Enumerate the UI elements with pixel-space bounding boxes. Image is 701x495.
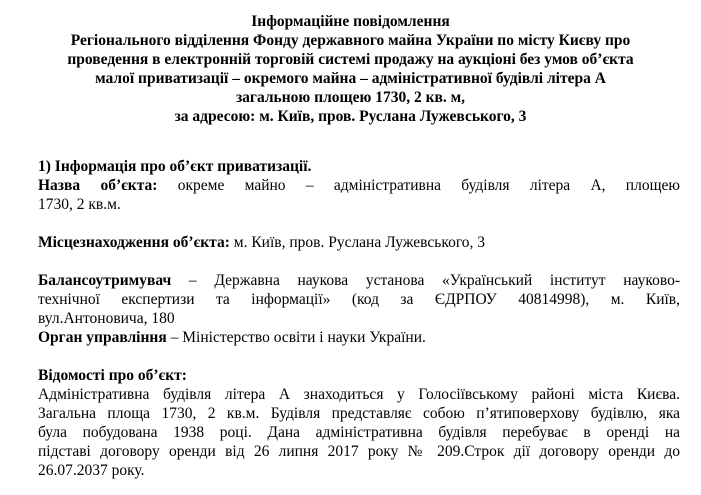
info-text-line: Загальна площа 1730, 2 кв.м. Будівля представляє собою п’ятиповерхову будівлю, яка: [38, 405, 680, 422]
management-label: Орган управління: [38, 329, 167, 346]
object-name-label: Назва об’єкта:: [38, 177, 158, 194]
info-text-line: 26.07.2037 року.: [38, 462, 145, 479]
management-value: – Міністерство освіти і науки України.: [170, 329, 426, 346]
holder-address: вул.Антоновича, 180: [38, 310, 175, 327]
document-body: [38, 157, 680, 480]
object-name-value: окреме майно – адміністративна будівля літера А, площею: [177, 177, 680, 194]
section-heading: 1) Інформація про об’єкт приватизації.: [38, 158, 312, 175]
holder-value-cont: технічної експертизи та інформації» (код за ЄДРПОУ 40814998), м. Київ,: [38, 291, 680, 308]
management-line: [38, 328, 680, 347]
document-header: [0, 12, 701, 126]
info-text-line: Адміністративна будівля літера А знаходиться у Голосіївському районі міста Києва.: [38, 386, 680, 403]
location-value: м. Київ, пров. Руслана Лужевського, 3: [233, 234, 486, 251]
header-address: за адресою: м. Київ, пров. Руслана Лужевського, 3: [174, 108, 527, 125]
location-line: [38, 233, 680, 252]
holder-value: – Державна наукова установа «Український інститут науково-: [188, 272, 681, 289]
header-title: Інформаційне повідомлення: [251, 13, 450, 30]
header-line: малої приватизації – окремого майна – адміністративної будівлі літера А: [95, 70, 606, 87]
header-line: Регіонального відділення Фонду державного майна України по місту Києву про: [70, 32, 631, 49]
info-text-line: була побудована 1938 році. Дана адміністративна будівля перебуває в оренді на: [38, 424, 680, 441]
holder-line: [38, 271, 680, 290]
holder-label: Балансоутримувач: [38, 272, 172, 289]
header-line: проведення в електронній торговій системі продажу на аукціоні без умов об’єкта: [67, 51, 634, 68]
header-line: загальною площею 1730, 2 кв. м,: [235, 89, 466, 106]
object-name-line: [38, 176, 680, 195]
info-text-line: підставі договору оренди від 26 липня 2017 року № 209.Строк дії договору оренди до: [38, 443, 680, 460]
location-label: Місцезнаходження об’єкта:: [38, 234, 230, 251]
info-heading: Відомості про об’єкт:: [38, 367, 187, 384]
object-name-value-cont: 1730, 2 кв.м.: [38, 196, 121, 213]
